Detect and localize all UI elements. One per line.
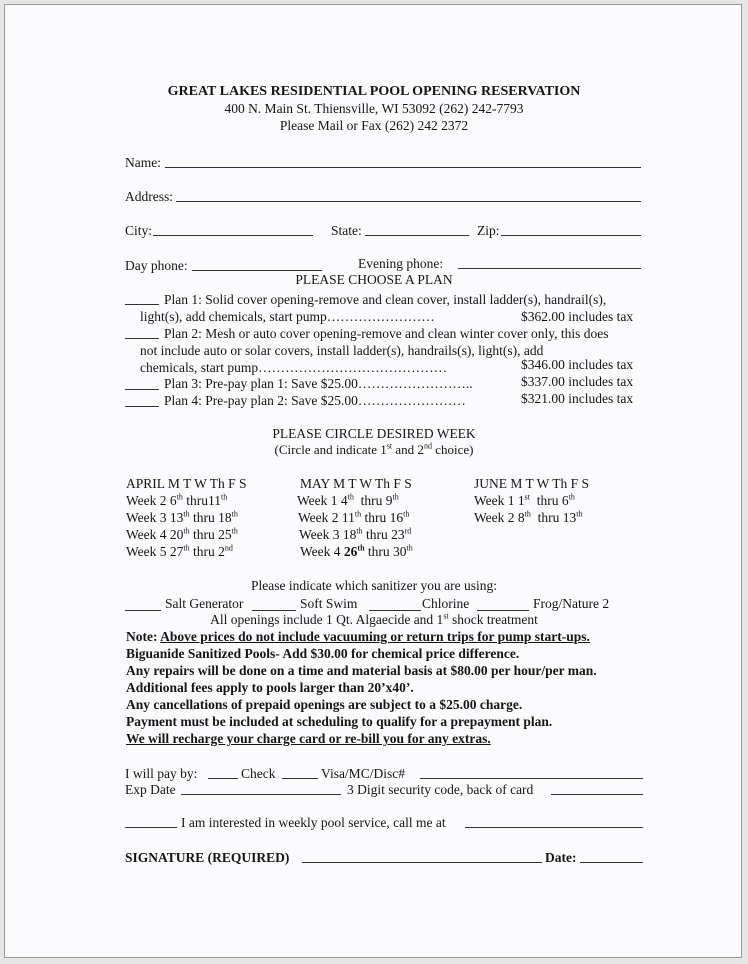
note-cancellations: Any cancellations of prepaid openings are subject to a $25.00 charge. bbox=[126, 697, 523, 712]
exp-date-label: Exp Date bbox=[125, 782, 176, 797]
check-checkbox[interactable] bbox=[208, 778, 238, 779]
note-biguanide: Biguanide Sanitized Pools- Add $30.00 for chemical price difference. bbox=[126, 646, 520, 661]
note-prices: Note: Above prices do not include vacuuming or return trips for pump start-ups. bbox=[126, 629, 590, 644]
frog-nature-label: Frog/Nature 2 bbox=[533, 596, 610, 611]
security-code-label: 3 Digit security code, back of card bbox=[347, 782, 534, 797]
address-field[interactable] bbox=[176, 201, 641, 202]
may-header: MAY M T W Th F S bbox=[300, 476, 412, 491]
exp-date-field[interactable] bbox=[181, 794, 341, 795]
name-field[interactable] bbox=[165, 167, 641, 168]
april-week-3[interactable]: Week 3 13th thru 18th bbox=[126, 509, 238, 525]
frog-nature-checkbox[interactable] bbox=[477, 610, 529, 611]
plan-2-text: not include auto or solar covers, install ladder(s), handrails(s), light(s), add bbox=[140, 343, 544, 358]
june-week-1[interactable]: Week 1 1st thru 6th bbox=[474, 492, 575, 508]
june-week-2[interactable]: Week 2 8th thru 13th bbox=[474, 509, 583, 525]
plan-3-text: Plan 3: Pre-pay plan 1: Save $25.00…………………….. bbox=[164, 376, 473, 391]
date-label: Date: bbox=[545, 850, 577, 865]
soft-swim-checkbox[interactable] bbox=[252, 610, 296, 611]
salt-generator-label: Salt Generator bbox=[165, 596, 244, 611]
pay-by-label: I will pay by: bbox=[125, 766, 198, 781]
may-week-1[interactable]: Week 1 4th thru 9th bbox=[297, 492, 399, 508]
signature-field[interactable] bbox=[302, 862, 542, 863]
april-week-5[interactable]: Week 5 27th thru 2nd bbox=[126, 543, 233, 559]
weekly-service-checkbox[interactable] bbox=[125, 827, 177, 828]
weekly-service-label: I am interested in weekly pool service, call me at bbox=[181, 815, 446, 830]
plan-2-text: Plan 2: Mesh or auto cover opening-remove and clean winter cover only, this does bbox=[164, 326, 609, 341]
plan-4-text: Plan 4: Pre-pay plan 2: Save $25.00…………………… bbox=[164, 393, 466, 408]
choose-plan-heading: PLEASE CHOOSE A PLAN bbox=[295, 272, 453, 287]
check-label: Check bbox=[241, 766, 276, 781]
plan-2-price: $346.00 includes tax bbox=[521, 357, 634, 372]
may-week-3[interactable]: Week 3 18th thru 23rd bbox=[299, 526, 412, 542]
plan-4-price: $321.00 includes tax bbox=[521, 391, 634, 406]
form-page bbox=[4, 4, 742, 958]
soft-swim-label: Soft Swim bbox=[300, 596, 358, 611]
evening-phone-label: Evening phone: bbox=[358, 256, 444, 271]
plan-3-checkbox[interactable] bbox=[125, 389, 159, 390]
june-header: JUNE M T W Th F S bbox=[474, 476, 590, 491]
name-label: Name: bbox=[125, 155, 161, 170]
plan-4-checkbox[interactable] bbox=[125, 406, 159, 407]
mail-fax-line: Please Mail or Fax (262) 242 2372 bbox=[279, 118, 469, 133]
sanitizer-heading: Please indicate which sanitizer you are using: bbox=[251, 578, 497, 593]
address-line: 400 N. Main St. Thiensville, WI 53092 (262) 242-7793 bbox=[224, 101, 524, 116]
april-header: APRIL M T W Th F S bbox=[126, 476, 247, 491]
note-payment: Payment must be included at scheduling to qualify for a prepayment plan. bbox=[126, 714, 553, 729]
openings-include: All openings include 1 Qt. Algaecide and 1st shock treatment bbox=[210, 611, 538, 627]
card-label: Visa/MC/Disc# bbox=[321, 766, 405, 781]
plan-1-price: $362.00 includes tax bbox=[521, 309, 634, 324]
plan-1-text: light(s), add chemicals, start pump…………………… bbox=[140, 309, 435, 324]
day-phone-label: Day phone: bbox=[125, 258, 188, 273]
form-title: GREAT LAKES RESIDENTIAL POOL OPENING RESERVATION bbox=[167, 84, 581, 99]
april-week-2[interactable]: Week 2 6th thru11th bbox=[126, 492, 228, 508]
weekly-service-phone-field[interactable] bbox=[465, 827, 643, 828]
signature-label: SIGNATURE (REQUIRED) bbox=[125, 850, 290, 865]
evening-phone-field[interactable] bbox=[458, 268, 641, 269]
salt-generator-checkbox[interactable] bbox=[125, 610, 161, 611]
zip-label: Zip: bbox=[477, 223, 500, 238]
plan-1-checkbox[interactable] bbox=[125, 304, 159, 305]
card-number-field[interactable] bbox=[420, 778, 643, 779]
city-label: City: bbox=[125, 223, 153, 238]
note-additional-fees: Additional fees apply to pools larger than 20’x40’. bbox=[126, 680, 414, 695]
security-code-field[interactable] bbox=[551, 794, 643, 795]
plan-1-text: Plan 1: Solid cover opening-remove and clean cover, install ladder(s), handrail(s), bbox=[164, 292, 607, 307]
date-field[interactable] bbox=[580, 862, 643, 863]
circle-week-heading: PLEASE CIRCLE DESIRED WEEK bbox=[272, 426, 476, 441]
plan-2-checkbox[interactable] bbox=[125, 338, 159, 339]
address-label: Address: bbox=[125, 189, 173, 204]
note-repairs: Any repairs will be done on a time and material basis at $80.00 per hour/per man. bbox=[126, 663, 597, 678]
day-phone-field[interactable] bbox=[192, 270, 322, 271]
card-checkbox[interactable] bbox=[282, 778, 318, 779]
may-week-4[interactable]: Week 4 26th thru 30th bbox=[300, 543, 413, 559]
chlorine-checkbox[interactable] bbox=[369, 610, 421, 611]
plan-2-text: chemicals, start pump…………………………………… bbox=[140, 360, 448, 375]
state-label: State: bbox=[331, 223, 362, 238]
april-week-4[interactable]: Week 4 20th thru 25th bbox=[126, 526, 238, 542]
plan-3-price: $337.00 includes tax bbox=[521, 374, 634, 389]
circle-week-subheading: (Circle and indicate 1st and 2nd choice) bbox=[274, 441, 474, 457]
zip-field[interactable] bbox=[501, 235, 641, 236]
state-field[interactable] bbox=[365, 235, 469, 236]
may-week-2[interactable]: Week 2 11th thru 16th bbox=[298, 509, 410, 525]
city-field[interactable] bbox=[153, 235, 313, 236]
note-recharge: We will recharge your charge card or re-bill you for any extras. bbox=[126, 731, 491, 746]
chlorine-label: Chlorine bbox=[422, 596, 470, 611]
